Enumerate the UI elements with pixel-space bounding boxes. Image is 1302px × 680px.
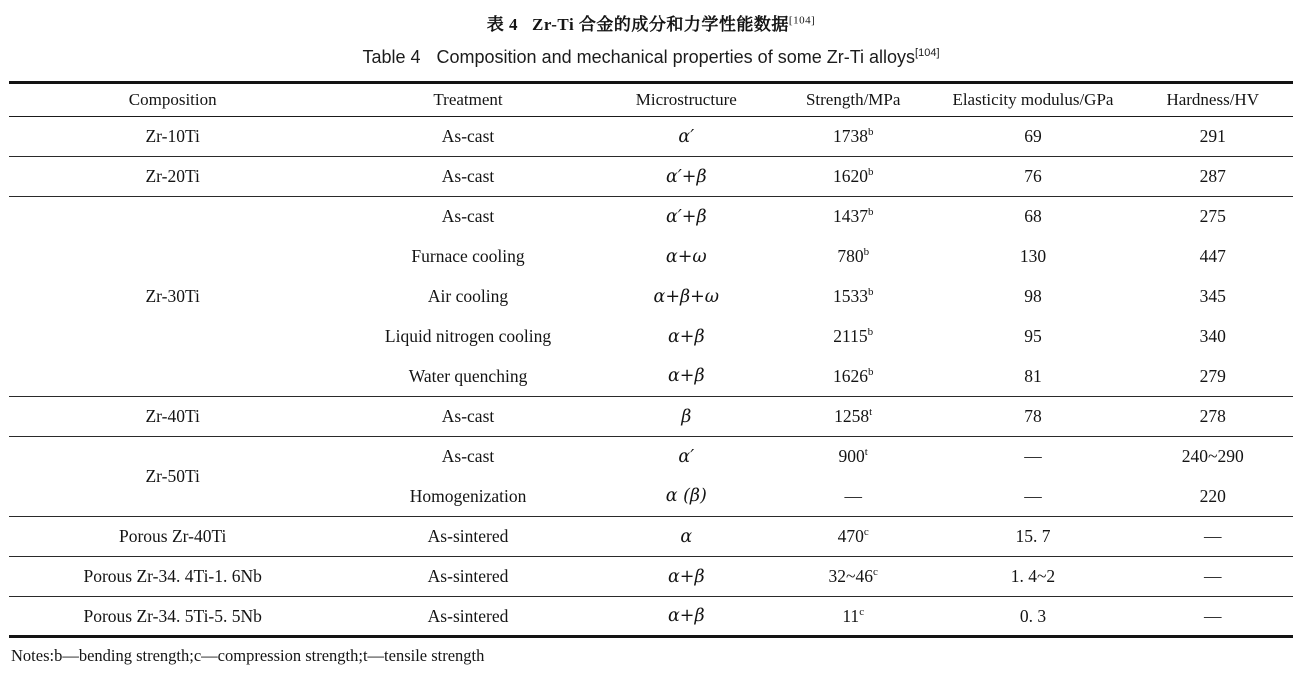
col-header-hardness: Hardness/HV bbox=[1132, 83, 1293, 117]
cell-composition: Zr-30Ti bbox=[9, 197, 336, 397]
header-row bbox=[9, 83, 1293, 117]
table-row bbox=[9, 197, 1293, 237]
cell-strength bbox=[773, 277, 934, 317]
strength-value: 900 bbox=[838, 446, 865, 467]
col-header-modulus: Elasticity modulus/GPa bbox=[933, 83, 1132, 117]
cell-hardness: 279 bbox=[1199, 365, 1226, 386]
strength-value: 1620 bbox=[832, 166, 868, 186]
cell-strength bbox=[773, 477, 934, 517]
table-caption-en bbox=[9, 47, 1293, 68]
strength-value: 470 bbox=[837, 526, 864, 546]
cell-microstructure: β bbox=[600, 397, 773, 437]
strength-value: 32~46 bbox=[828, 566, 873, 586]
cell-modulus: 130 bbox=[1019, 246, 1047, 266]
col-header-strength: Strength/MPa bbox=[773, 83, 934, 117]
table-title-en: Composition and mechanical properties of some Zr-Ti alloys bbox=[436, 47, 916, 67]
strength-superscript: t bbox=[864, 446, 868, 459]
strength-superscript: b bbox=[867, 286, 874, 299]
cell-treatment: As-sintered bbox=[336, 557, 599, 597]
cell-strength bbox=[773, 437, 934, 477]
cell-hardness: 287 bbox=[1132, 157, 1293, 197]
cell-microstructure: α+β bbox=[667, 326, 705, 347]
col-header-treatment: Treatment bbox=[336, 83, 599, 117]
strength-superscript: t bbox=[869, 406, 873, 419]
cell-microstructure: α (β) bbox=[665, 486, 707, 507]
cell-hardness: 345 bbox=[1199, 286, 1226, 306]
cell-hardness: 340 bbox=[1199, 326, 1226, 346]
strength-value: 1738 bbox=[832, 126, 868, 146]
strength-value: — bbox=[844, 485, 862, 506]
table-row bbox=[9, 157, 1293, 197]
cell-hardness: 291 bbox=[1132, 117, 1293, 157]
cell-modulus: — bbox=[933, 437, 1132, 477]
cell-microstructure: α+β bbox=[667, 366, 705, 387]
strength-value: 1258 bbox=[834, 406, 870, 426]
table-row bbox=[9, 437, 1293, 477]
cell-strength bbox=[773, 357, 934, 397]
table-caption-zh bbox=[9, 10, 1293, 35]
cell-treatment: As-sintered bbox=[336, 517, 599, 557]
cell-modulus: 69 bbox=[933, 117, 1132, 157]
cell-microstructure: α+ω bbox=[665, 246, 707, 267]
cell-microstructure: α′ bbox=[600, 117, 773, 157]
cell-microstructure: α′+β bbox=[600, 197, 773, 237]
strength-superscript: b bbox=[867, 206, 874, 219]
table-number-zh: 表 4 bbox=[486, 15, 518, 34]
cell-microstructure: α′+β bbox=[600, 157, 773, 197]
cell-treatment: As-cast bbox=[336, 437, 599, 477]
cell-strength bbox=[773, 517, 934, 557]
cell-hardness: 447 bbox=[1199, 246, 1226, 266]
strength-superscript: c bbox=[859, 605, 865, 618]
cell-modulus: 81 bbox=[1024, 365, 1042, 386]
cell-treatment: As-cast bbox=[336, 197, 599, 237]
strength-superscript: b bbox=[867, 365, 874, 378]
cell-microstructure: α′ bbox=[600, 437, 773, 477]
strength-value: 1437 bbox=[832, 206, 868, 227]
cell-strength bbox=[773, 317, 934, 357]
strength-superscript: b bbox=[863, 246, 870, 259]
table-notes: Notes:b—bending strength;c—compression strength;t—tensile strength bbox=[11, 646, 485, 665]
cell-modulus: — bbox=[1024, 485, 1042, 506]
strength-superscript: b bbox=[867, 166, 874, 179]
cell-treatment: Liquid nitrogen cooling bbox=[384, 326, 552, 346]
cell-strength bbox=[773, 157, 934, 197]
strength-value: 11 bbox=[842, 605, 860, 626]
cell-hardness: — bbox=[1132, 517, 1293, 557]
table-row bbox=[9, 517, 1293, 557]
cell-composition: Zr-50Ti bbox=[9, 437, 336, 517]
strength-superscript: b bbox=[867, 326, 874, 339]
cell-hardness: 240~290 bbox=[1132, 437, 1293, 477]
cell-strength bbox=[773, 117, 934, 157]
cell-modulus: 15. 7 bbox=[933, 517, 1132, 557]
cell-strength bbox=[773, 237, 934, 277]
strength-value: 780 bbox=[837, 246, 864, 266]
cell-treatment: As-sintered bbox=[336, 597, 599, 637]
cell-modulus: 78 bbox=[933, 397, 1132, 437]
cell-composition: Zr-40Ti bbox=[9, 397, 336, 437]
strength-value: 1626 bbox=[832, 365, 868, 386]
cell-treatment: As-cast bbox=[336, 117, 599, 157]
cell-modulus: 95 bbox=[1024, 326, 1042, 346]
table-row bbox=[9, 117, 1293, 157]
cell-treatment: Furnace cooling bbox=[411, 246, 525, 266]
table-number-en: Table 4 bbox=[362, 47, 421, 67]
cell-strength bbox=[773, 557, 934, 597]
citation-ref-en: [104] bbox=[915, 47, 940, 59]
cell-modulus: 68 bbox=[933, 197, 1132, 237]
cell-modulus: 0. 3 bbox=[933, 597, 1132, 637]
cell-hardness: 275 bbox=[1132, 197, 1293, 237]
cell-microstructure: α+β+ω bbox=[653, 286, 720, 307]
cell-modulus: 1. 4~2 bbox=[933, 557, 1132, 597]
cell-microstructure: α+β bbox=[600, 557, 773, 597]
table-row bbox=[9, 597, 1293, 637]
table-row bbox=[9, 557, 1293, 597]
cell-hardness: 278 bbox=[1132, 397, 1293, 437]
cell-microstructure: α+β bbox=[600, 597, 773, 637]
strength-superscript: c bbox=[863, 526, 869, 539]
strength-superscript: c bbox=[872, 566, 878, 579]
cell-treatment: Water quenching bbox=[408, 365, 528, 386]
alloy-properties-table bbox=[9, 81, 1293, 638]
cell-strength bbox=[773, 597, 934, 637]
cell-composition: Zr-20Ti bbox=[9, 157, 336, 197]
cell-strength bbox=[773, 197, 934, 237]
cell-composition: Porous Zr-40Ti bbox=[9, 517, 336, 557]
col-header-microstructure: Microstructure bbox=[600, 83, 773, 117]
cell-hardness: — bbox=[1132, 597, 1293, 637]
cell-composition: Zr-10Ti bbox=[9, 117, 336, 157]
cell-hardness: 220 bbox=[1199, 485, 1226, 506]
table-title-zh: Zr-Ti 合金的成分和力学性能数据 bbox=[532, 15, 789, 34]
strength-value: 2115 bbox=[833, 326, 868, 346]
cell-treatment: Air cooling bbox=[427, 286, 509, 306]
col-header-composition: Composition bbox=[9, 83, 336, 117]
strength-superscript: b bbox=[867, 126, 874, 139]
cell-modulus: 98 bbox=[1024, 286, 1042, 306]
cell-treatment: As-cast bbox=[336, 397, 599, 437]
cell-microstructure: α bbox=[600, 517, 773, 557]
citation-ref-zh: [104] bbox=[788, 14, 816, 27]
cell-composition: Porous Zr-34. 5Ti-5. 5Nb bbox=[9, 597, 336, 637]
table-row bbox=[9, 397, 1293, 437]
strength-value: 1533 bbox=[832, 286, 868, 306]
cell-treatment: As-cast bbox=[336, 157, 599, 197]
cell-treatment: Homogenization bbox=[409, 485, 527, 506]
cell-hardness: — bbox=[1132, 557, 1293, 597]
cell-composition: Porous Zr-34. 4Ti-1. 6Nb bbox=[9, 557, 336, 597]
cell-modulus: 76 bbox=[933, 157, 1132, 197]
cell-strength bbox=[773, 397, 934, 437]
